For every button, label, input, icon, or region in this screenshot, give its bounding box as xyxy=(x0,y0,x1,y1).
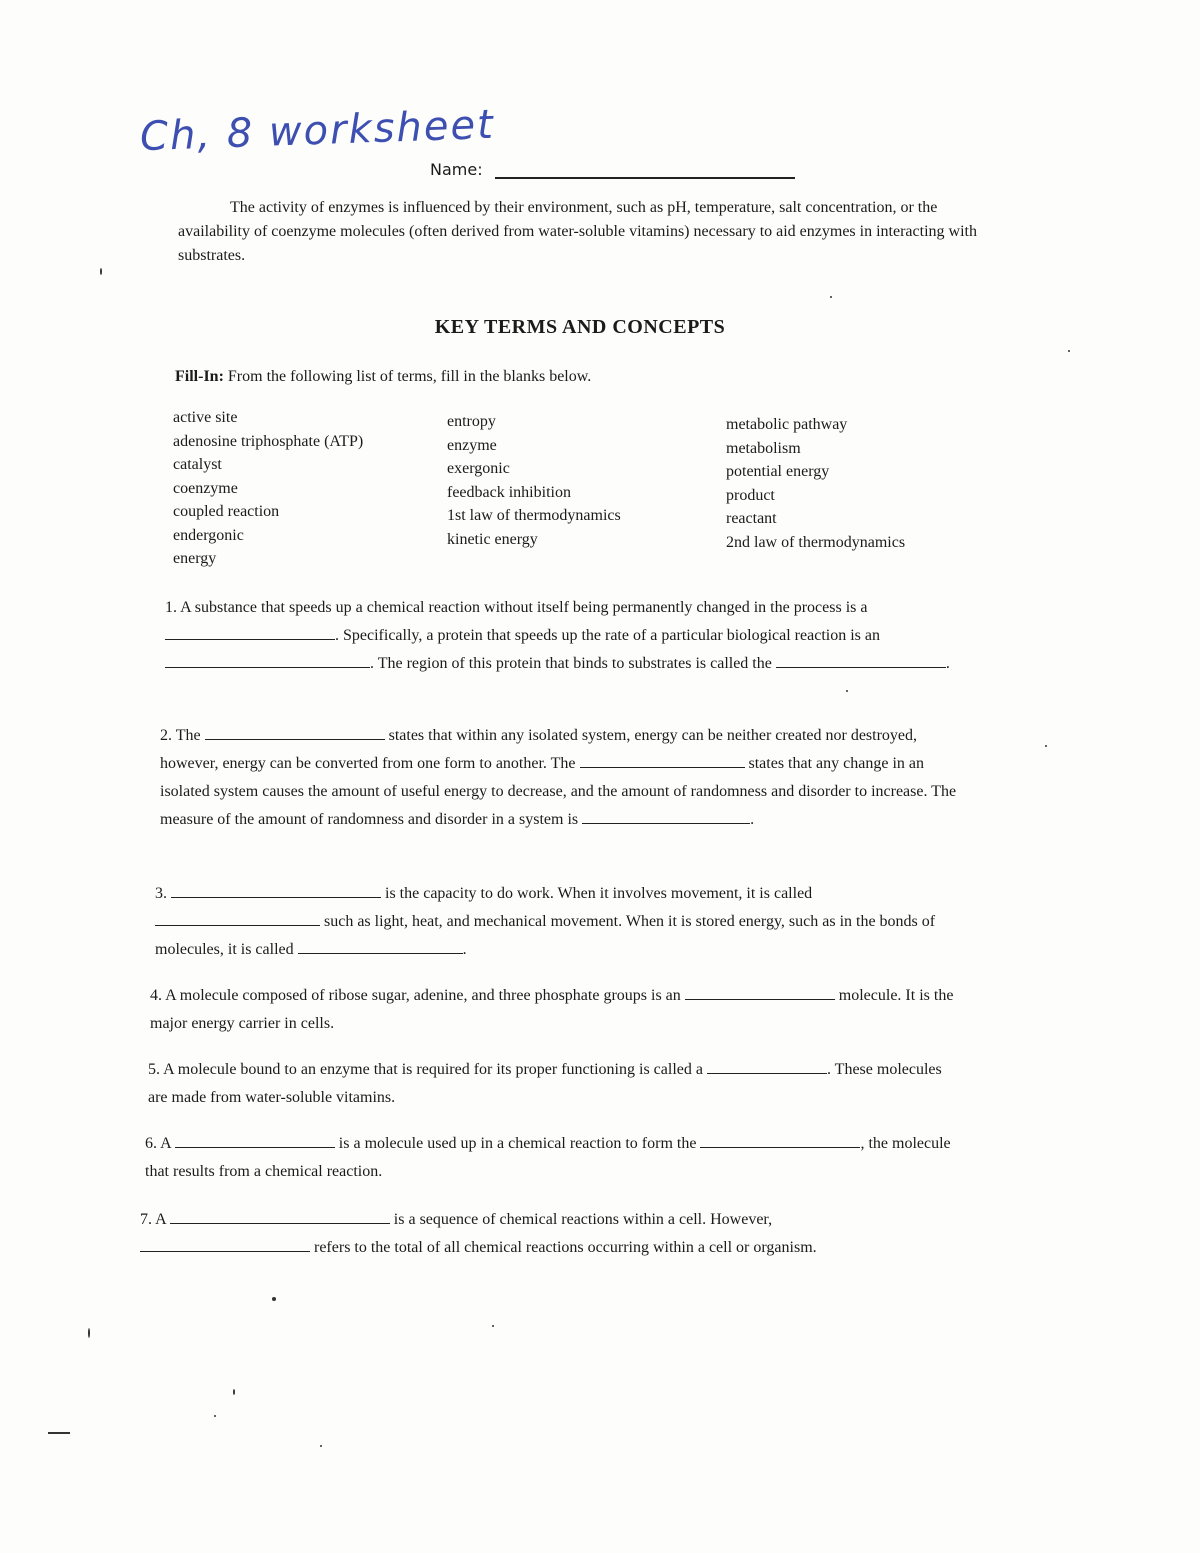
term-item: entropy xyxy=(447,413,496,430)
question-5-text-b: . These molecules are made from water-soluble vitamins. xyxy=(148,1061,942,1106)
question-3-text-b: is the capacity to do work. When it involves movement, it is called xyxy=(385,885,813,902)
question-7-text-a: 7. A xyxy=(140,1211,166,1228)
question-1-text-c: . The region of this protein that binds to substrates is called the xyxy=(370,655,772,672)
question-6-blank-1[interactable] xyxy=(175,1131,335,1148)
name-blank[interactable] xyxy=(495,177,795,179)
intro-paragraph: The activity of enzymes is influenced by their environment, such as pH, temperature, salt concentration, or the availability of coenzyme molecules (often derived from water-soluble vitamins) necessary to aid enzymes in interacting with substrates. xyxy=(178,199,977,264)
term-item: catalyst xyxy=(173,456,222,473)
question-3 xyxy=(155,880,970,964)
term-item: product xyxy=(726,486,775,504)
question-6-blank-2[interactable] xyxy=(700,1131,860,1148)
scan-speck xyxy=(830,296,832,298)
question-6 xyxy=(145,1130,965,1186)
question-3-blank-3[interactable] xyxy=(298,937,463,954)
term-item: metabolism xyxy=(726,439,801,457)
question-3-blank-1[interactable] xyxy=(171,881,381,898)
question-4-blank-1[interactable] xyxy=(685,983,835,1000)
question-7 xyxy=(140,1206,930,1262)
term-item: active site xyxy=(173,409,238,426)
term-item: reactant xyxy=(726,510,777,527)
instructions-text: From the following list of terms, fill in the blanks below. xyxy=(227,368,592,385)
question-2-text-b: states that within any isolated system, energy can be neither created nor destroyed, however, energy can be converted from one form to another. The xyxy=(160,727,918,772)
question-1-text-b: . Specifically, a protein that speeds up the rate of a particular biological reaction is an xyxy=(335,627,880,644)
section-heading: KEY TERMS AND CONCEPTS xyxy=(434,316,726,338)
handwritten-title: Ch, 8 worksheet xyxy=(139,101,496,161)
question-5-blank-1[interactable] xyxy=(707,1057,827,1074)
question-1-blank-3[interactable] xyxy=(776,651,946,668)
term-list-column-2 xyxy=(447,410,621,551)
question-5-text-a: 5. A molecule bound to an enzyme that is required for its proper functioning is called a xyxy=(148,1061,703,1078)
term-item: kinetic energy xyxy=(447,530,538,548)
scan-speck xyxy=(320,1445,322,1447)
question-1-text-a: 1. A substance that speeds up a chemical reaction without itself being permanently changed in the process is a xyxy=(165,599,868,616)
term-item: potential energy xyxy=(726,463,830,480)
question-1-text-d: . xyxy=(945,655,950,672)
question-2-blank-1[interactable] xyxy=(205,723,385,740)
scan-speck xyxy=(1068,350,1070,352)
instructions-label: Fill-In: xyxy=(175,368,224,385)
scan-speck xyxy=(272,1297,276,1301)
question-2-text-d: . xyxy=(750,811,755,828)
term-item: exergonic xyxy=(447,460,510,477)
term-item: 1st law of thermodynamics xyxy=(447,507,621,524)
question-3-blank-2[interactable] xyxy=(155,909,320,926)
term-item: enzyme xyxy=(447,436,497,454)
question-2-blank-2[interactable] xyxy=(580,751,745,768)
term-item: coupled reaction xyxy=(173,503,280,520)
scan-speck xyxy=(100,268,102,275)
question-4-text-a: 4. A molecule composed of ribose sugar, adenine, and three phosphate groups is an xyxy=(150,987,681,1004)
question-6-text-c: , the molecule that results from a chemical reaction. xyxy=(145,1135,951,1180)
question-2-blank-3[interactable] xyxy=(582,807,750,824)
term-list-column-3 xyxy=(726,413,905,554)
question-6-text-a: 6. A xyxy=(145,1135,171,1152)
scan-speck xyxy=(48,1432,70,1434)
scan-speck xyxy=(214,1415,216,1417)
question-7-text-b: is a sequence of chemical reactions within a cell. However, xyxy=(393,1211,773,1228)
scan-speck xyxy=(233,1389,235,1395)
question-3-text-c: such as light, heat, and mechanical movement. When it is stored energy, such as in the bonds of molecules, it is called xyxy=(155,913,936,958)
question-7-blank-2[interactable] xyxy=(140,1235,310,1252)
question-3-text-a: 3. xyxy=(155,885,167,902)
term-item: energy xyxy=(173,550,217,567)
scan-speck xyxy=(88,1328,90,1338)
question-2 xyxy=(160,722,965,834)
term-list-column-1 xyxy=(173,406,363,571)
question-7-blank-1[interactable] xyxy=(170,1207,390,1224)
question-3-text-d: . xyxy=(462,941,467,958)
question-4 xyxy=(150,982,965,1038)
scan-speck xyxy=(1045,745,1047,747)
term-item: 2nd law of thermodynamics xyxy=(726,533,906,551)
question-4-text-b: molecule. It is the major energy carrier in cells. xyxy=(150,987,954,1032)
term-item: coenzyme xyxy=(173,479,238,497)
question-1-blank-2[interactable] xyxy=(165,651,370,668)
question-1-blank-1[interactable] xyxy=(165,623,335,640)
term-item: endergonic xyxy=(173,526,244,544)
scan-speck xyxy=(492,1325,494,1327)
term-item: metabolic pathway xyxy=(726,416,848,433)
instructions xyxy=(175,368,591,386)
question-1 xyxy=(165,594,977,678)
name-label: Name: xyxy=(430,160,483,179)
question-6-text-b: is a molecule used up in a chemical reaction to form the xyxy=(338,1135,697,1152)
scan-speck xyxy=(846,690,848,692)
term-item: adenosine triphosphate (ATP) xyxy=(173,432,364,450)
question-5 xyxy=(148,1056,963,1112)
question-2-text-a: 2. The xyxy=(160,727,201,744)
question-7-text-c: refers to the total of all chemical reactions occurring within a cell or organism. xyxy=(314,1239,817,1256)
term-item: feedback inhibition xyxy=(447,483,571,501)
question-2-text-c: states that any change in an isolated system causes the amount of useful energy to decrease, and the amount of randomness and disorder to increase. The measure of the amount of randomness and disorder in a system is xyxy=(160,755,957,828)
name-row xyxy=(430,160,795,179)
